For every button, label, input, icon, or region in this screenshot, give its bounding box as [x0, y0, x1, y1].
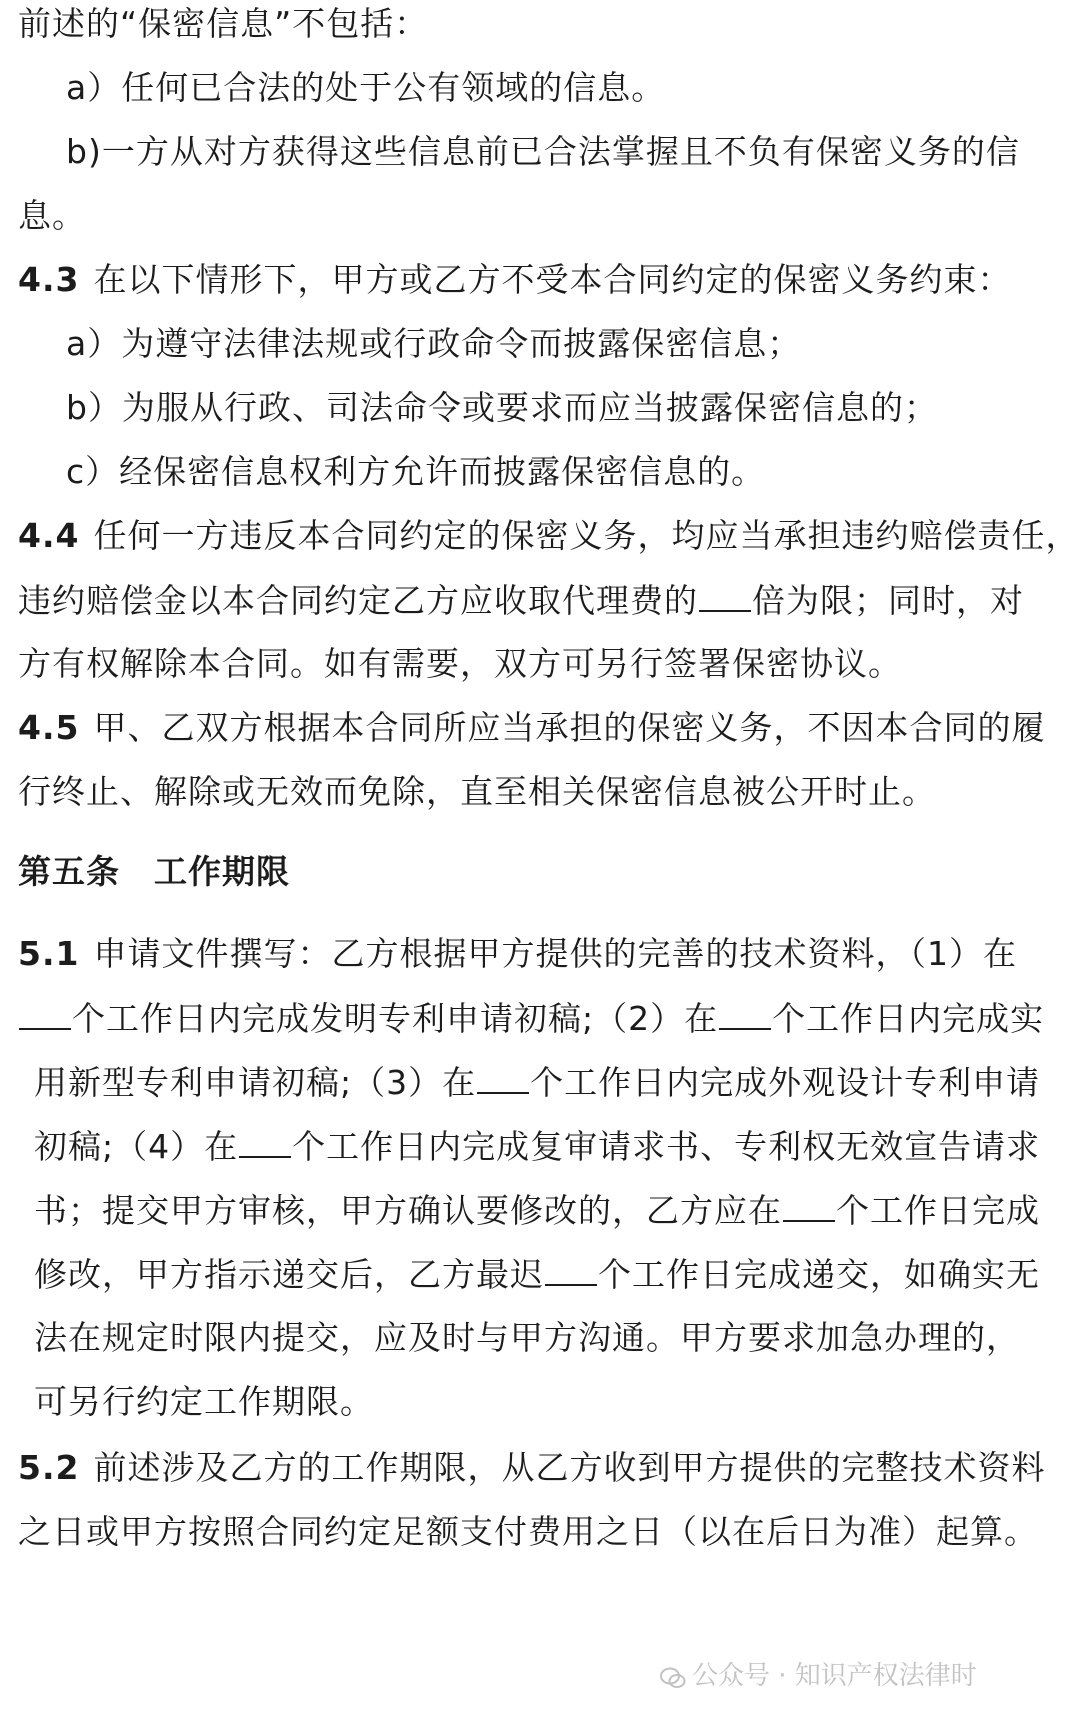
wechat-icon	[660, 1666, 686, 1688]
paragraph-line	[18, 644, 902, 684]
fill-in-blank	[19, 998, 71, 1030]
text: 书；提交甲方审核，甲方确认要修改的，乙方应在	[34, 1191, 782, 1230]
paragraph-line	[18, 772, 936, 812]
text: 行终止、解除或无效而免除，直至相关保密信息被公开时止。	[18, 772, 936, 811]
paragraph-line	[18, 580, 1024, 621]
paragraph-line	[18, 196, 86, 236]
clause-number: 4.3	[18, 260, 80, 299]
clause-number: 5.1	[18, 934, 80, 973]
text: 修改，甲方指示递交后，乙方最迟	[34, 1255, 544, 1294]
paragraph-line	[34, 1382, 374, 1422]
list-item	[66, 132, 1020, 172]
text: 个工作日内完成复审请求书、专利权无效宣告请求	[292, 1127, 1041, 1166]
clause-text: 任何一方违反本合同约定的保密义务，均应当承担违约赔偿责任，	[93, 516, 1080, 555]
fill-in-blank	[545, 1254, 597, 1286]
clause-4-5	[18, 708, 1045, 748]
article-heading	[18, 852, 290, 892]
text: 法在规定时限内提交，应及时与甲方沟通。甲方要求加急办理的，	[34, 1318, 1020, 1357]
text: 之日或甲方按照合同约定足额支付费用之日（以在后日为准）起算。	[18, 1512, 1038, 1551]
text: 倍为限；同时，对	[752, 581, 1024, 620]
paragraph-line	[18, 998, 1044, 1039]
clause-text: 在以下情形下，甲方或乙方不受本合同约定的保密义务约束：	[93, 260, 1012, 299]
text: 前述的“保密信息”不包括：	[18, 4, 429, 43]
clause-text: 申请文件撰写：乙方根据甲方提供的完善的技术资料，（1）在	[93, 934, 1017, 973]
fill-in-blank	[719, 998, 771, 1030]
clause-5-2	[18, 1448, 1045, 1488]
fill-in-blank	[699, 580, 751, 612]
text: 可另行约定工作期限。	[34, 1382, 374, 1421]
clause-4-3	[18, 260, 1011, 300]
text: 个工作日完成	[836, 1191, 1040, 1230]
clause-5-1	[18, 934, 1017, 974]
paragraph-line	[34, 1062, 1040, 1103]
paragraph-line	[18, 4, 428, 44]
paragraph-line	[18, 1512, 1038, 1552]
text: 个工作日完成递交，如确实无	[598, 1255, 1040, 1294]
heading-text: 第五条 工作期限	[18, 852, 290, 891]
list-item	[66, 324, 801, 364]
list-item	[66, 388, 938, 428]
fill-in-blank	[477, 1062, 529, 1094]
text: 用新型专利申请初稿;（3）在	[34, 1063, 477, 1102]
watermark-text: 公众号 · 知识产权法律时	[692, 1661, 977, 1691]
text: a）任何已合法的处于公有领域的信息。	[66, 68, 666, 107]
text: 个工作日内完成外观设计专利申请	[530, 1063, 1041, 1102]
text: b）为服从行政、司法命令或要求而应当披露保密信息的；	[66, 388, 938, 427]
text: 违约赔偿金以本合同约定乙方应收取代理费的	[18, 581, 698, 620]
fill-in-blank	[239, 1126, 291, 1158]
clause-4-4	[18, 516, 1079, 556]
paragraph-line	[34, 1126, 1040, 1167]
text: 个工作日内完成实	[772, 999, 1045, 1038]
paragraph-line	[34, 1190, 1040, 1231]
list-item	[66, 68, 665, 108]
list-item	[66, 452, 765, 492]
clause-number: 4.5	[18, 708, 80, 747]
text: 个工作日内完成发明专利申请初稿;（2）在	[72, 999, 719, 1038]
fill-in-blank	[783, 1190, 835, 1222]
text: b)一方从对方获得这些信息前已合法掌握且不负有保密义务的信	[66, 132, 1020, 171]
paragraph-line	[34, 1254, 1040, 1295]
watermark	[660, 1655, 977, 1692]
text: 初稿;（4）在	[34, 1127, 239, 1166]
text: 息。	[18, 196, 86, 235]
paragraph-line	[34, 1318, 1020, 1358]
clause-text: 前述涉及乙方的工作期限，从乙方收到甲方提供的完整技术资料	[93, 1448, 1046, 1487]
clause-number: 4.4	[18, 516, 80, 555]
text: a）为遵守法律法规或行政命令而披露保密信息；	[66, 324, 802, 363]
clause-text: 甲、乙双方根据本合同所应当承担的保密义务，不因本合同的履	[93, 708, 1046, 747]
clause-number: 5.2	[18, 1448, 80, 1487]
text: c）经保密信息权利方允许而披露保密信息的。	[66, 452, 766, 491]
text: 方有权解除本合同。如有需要，双方可另行签署保密协议。	[18, 644, 902, 683]
